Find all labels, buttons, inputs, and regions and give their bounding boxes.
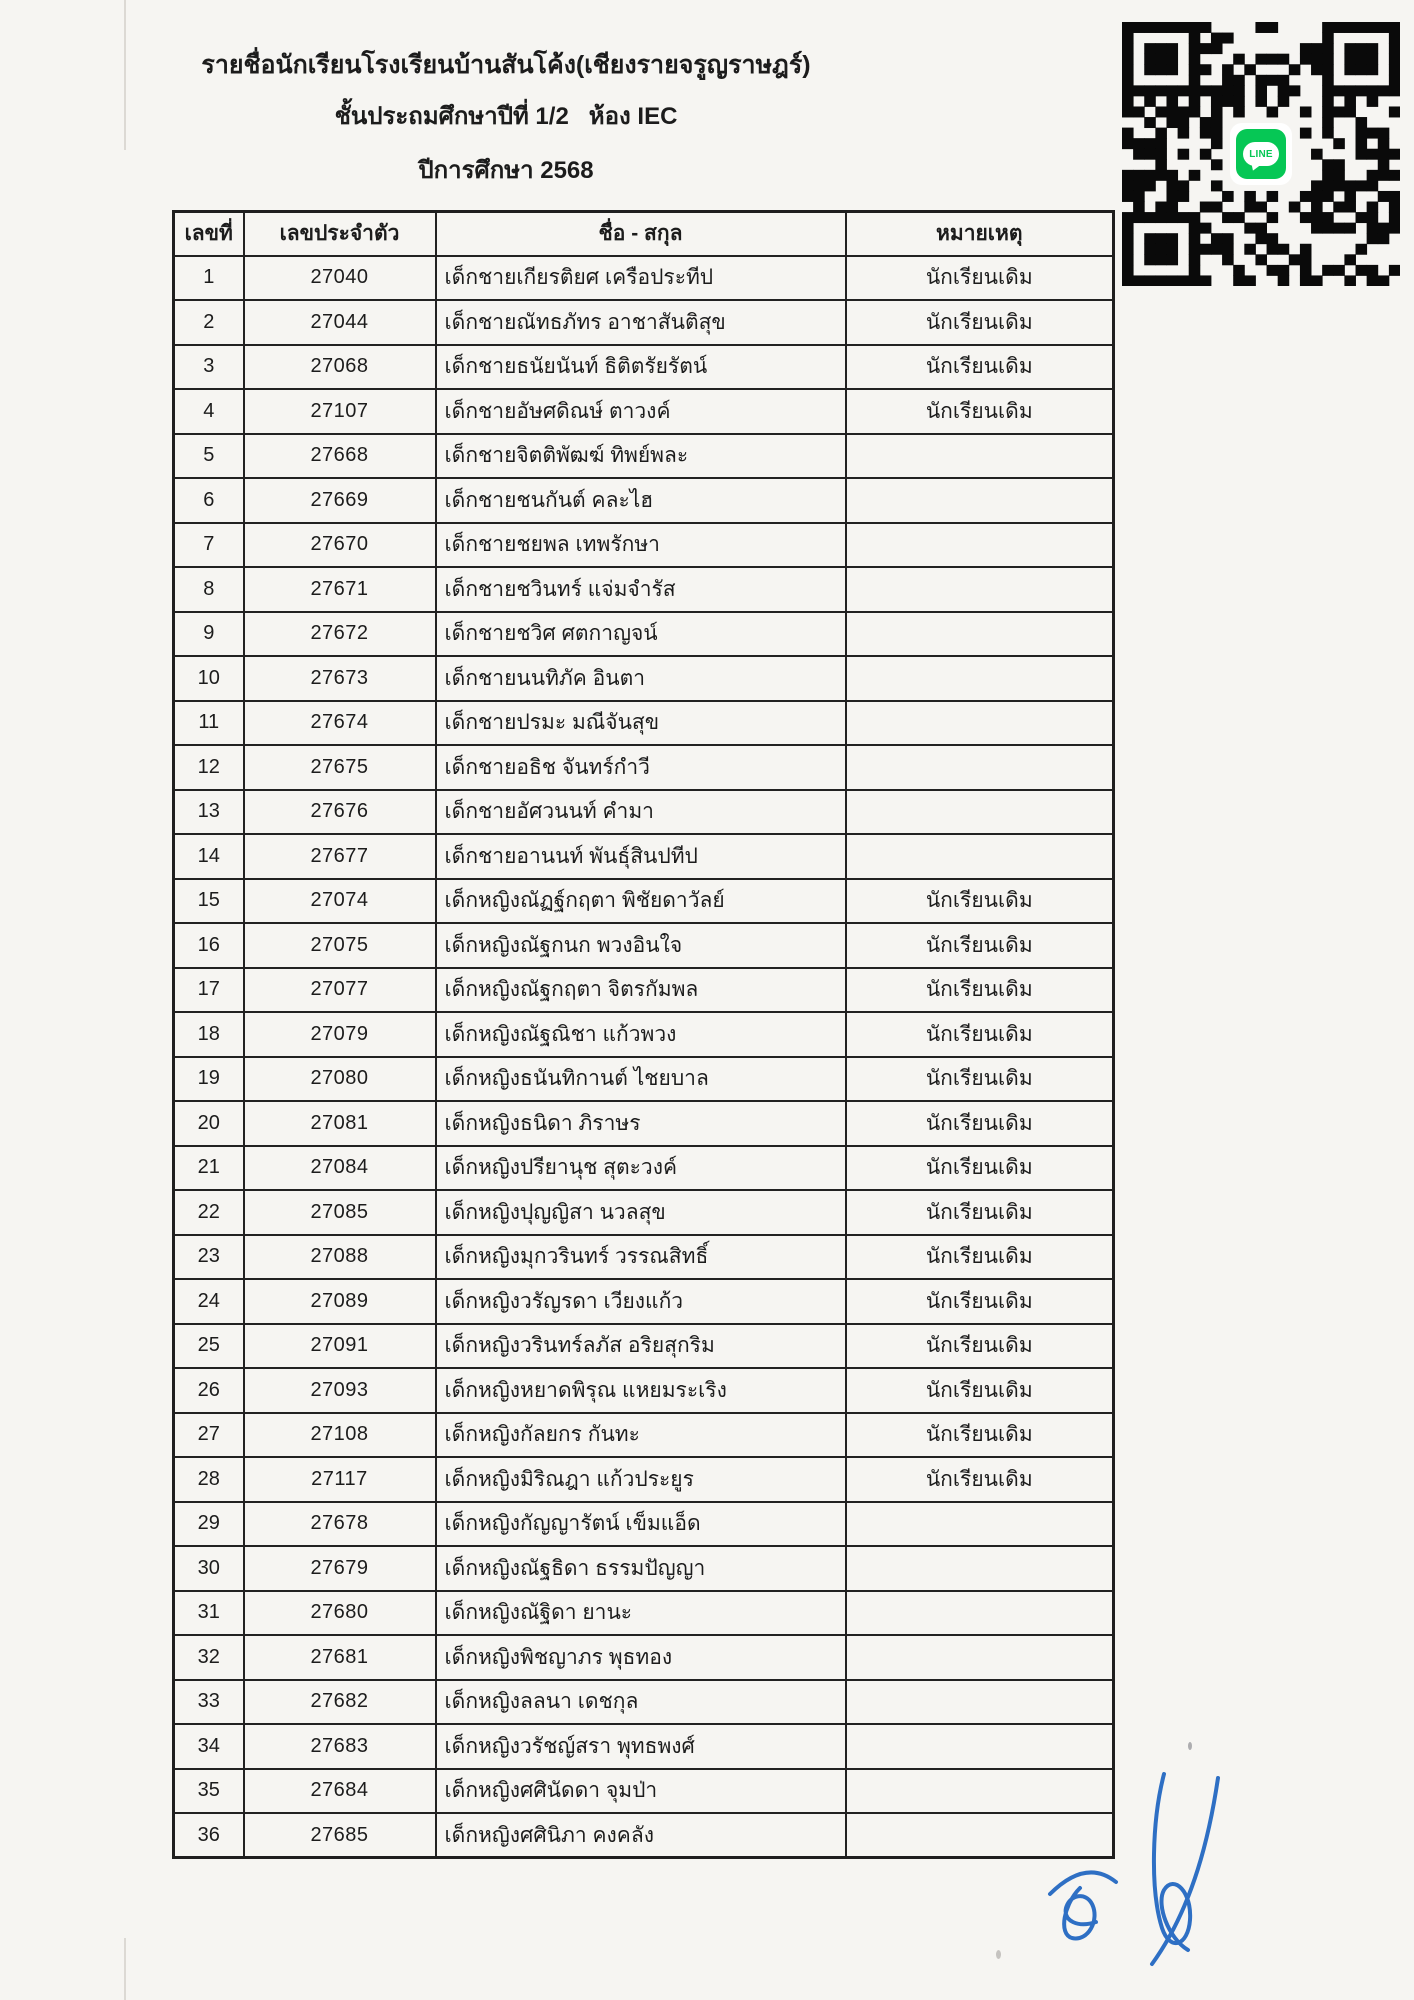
table-row [174, 256, 1114, 301]
table-row [174, 1680, 1114, 1725]
table-row [174, 389, 1114, 434]
cell-remark [846, 1546, 1114, 1591]
cell-name: เด็กชายอานนท์ พันธุ์สินปทีป [436, 834, 846, 879]
cell-remark [846, 1680, 1114, 1725]
table-row [174, 612, 1114, 657]
student-roster-table [172, 210, 1115, 1859]
table-row [174, 1235, 1114, 1280]
cell-student-id: 27673 [244, 656, 436, 701]
cell-number: 5 [174, 434, 244, 479]
table-row [174, 1546, 1114, 1591]
cell-remark [846, 701, 1114, 746]
cell-number: 34 [174, 1724, 244, 1769]
cell-number: 28 [174, 1457, 244, 1502]
cell-number: 16 [174, 923, 244, 968]
cell-student-id: 27081 [244, 1101, 436, 1146]
table-row [174, 879, 1114, 924]
cell-name: เด็กหญิงมิริณฎา แก้วประยูร [436, 1457, 846, 1502]
cell-student-id: 27089 [244, 1279, 436, 1324]
cell-remark: นักเรียนเดิม [846, 256, 1114, 301]
cell-number: 9 [174, 612, 244, 657]
header-remark: หมายเหตุ [846, 212, 1114, 256]
scan-speck [1188, 1742, 1192, 1750]
table-row [174, 834, 1114, 879]
cell-student-id: 27117 [244, 1457, 436, 1502]
cell-name: เด็กชายธนัยนันท์ ธิติตรัยรัตน์ [436, 345, 846, 390]
cell-number: 12 [174, 745, 244, 790]
cell-student-id: 27672 [244, 612, 436, 657]
table-row [174, 1502, 1114, 1547]
cell-remark: นักเรียนเดิม [846, 345, 1114, 390]
cell-number: 7 [174, 523, 244, 568]
table-row [174, 300, 1114, 345]
cell-remark [846, 434, 1114, 479]
table-row [174, 1769, 1114, 1814]
cell-number: 27 [174, 1413, 244, 1458]
cell-remark: นักเรียนเดิม [846, 923, 1114, 968]
table-row [174, 1368, 1114, 1413]
cell-student-id: 27671 [244, 567, 436, 612]
cell-remark [846, 612, 1114, 657]
cell-remark: นักเรียนเดิม [846, 1012, 1114, 1057]
cell-name: เด็กชายชวิศ ศตกาญจน์ [436, 612, 846, 657]
cell-student-id: 27040 [244, 256, 436, 301]
cell-student-id: 27669 [244, 478, 436, 523]
cell-name: เด็กชายเกียรติยศ เครือประทีป [436, 256, 846, 301]
line-logo-text: LINE [1249, 148, 1273, 160]
cell-number: 15 [174, 879, 244, 924]
cell-remark [846, 745, 1114, 790]
cell-student-id: 27670 [244, 523, 436, 568]
cell-remark: นักเรียนเดิม [846, 1235, 1114, 1280]
document-title [0, 52, 1012, 189]
cell-remark [846, 834, 1114, 879]
cell-student-id: 27074 [244, 879, 436, 924]
cell-student-id: 27683 [244, 1724, 436, 1769]
cell-student-id: 27044 [244, 300, 436, 345]
cell-number: 17 [174, 968, 244, 1013]
cell-remark [846, 567, 1114, 612]
table-row [174, 567, 1114, 612]
cell-name: เด็กชายชวินทร์ แจ่มจำรัส [436, 567, 846, 612]
cell-name: เด็กชายชนกันต์ คละไฮ [436, 478, 846, 523]
cell-name: เด็กหญิงณัฐณิชา แก้วพวง [436, 1012, 846, 1057]
cell-remark: นักเรียนเดิม [846, 1057, 1114, 1102]
cell-name: เด็กหญิงพิชญาภร พุธทอง [436, 1635, 846, 1680]
cell-number: 32 [174, 1635, 244, 1680]
line-logo-badge [1230, 123, 1292, 185]
cell-student-id: 27091 [244, 1324, 436, 1369]
cell-remark: นักเรียนเดิม [846, 879, 1114, 924]
cell-student-id: 27079 [244, 1012, 436, 1057]
cell-student-id: 27093 [244, 1368, 436, 1413]
cell-remark [846, 523, 1114, 568]
cell-number: 3 [174, 345, 244, 390]
cell-student-id: 27684 [244, 1769, 436, 1814]
cell-name: เด็กชายอธิช จันทร์กำวี [436, 745, 846, 790]
table-row [174, 1012, 1114, 1057]
table-row [174, 1635, 1114, 1680]
table-row [174, 968, 1114, 1013]
cell-number: 13 [174, 790, 244, 835]
table-row [174, 1190, 1114, 1235]
cell-remark: นักเรียนเดิม [846, 1368, 1114, 1413]
cell-remark [846, 1635, 1114, 1680]
cell-name: เด็กชายอัศวนนท์ คำมา [436, 790, 846, 835]
title-school-line: รายชื่อนักเรียนโรงเรียนบ้านสันโค้ง(เชียงรายจรูญราษฎร์) [201, 51, 811, 79]
cell-name: เด็กหญิงกัญญารัตน์ เข็มแอ็ด [436, 1502, 846, 1547]
header-number: เลขที่ [174, 212, 244, 256]
table-row [174, 1279, 1114, 1324]
table-row [174, 1324, 1114, 1369]
table-row [174, 1146, 1114, 1191]
cell-name: เด็กหญิงมุกวรินทร์ วรรณสิทธิ์ [436, 1235, 846, 1280]
cell-student-id: 27681 [244, 1635, 436, 1680]
table-row [174, 1057, 1114, 1102]
table-row [174, 701, 1114, 746]
cell-number: 23 [174, 1235, 244, 1280]
title-class-line: ชั้นประถมศึกษาปีที่ 1/2 ห้อง IEC [334, 102, 678, 130]
cell-number: 29 [174, 1502, 244, 1547]
cell-student-id: 27075 [244, 923, 436, 968]
cell-name: เด็กหญิงศศินัดดา จุมป่า [436, 1769, 846, 1814]
cell-number: 30 [174, 1546, 244, 1591]
cell-student-id: 27675 [244, 745, 436, 790]
table-row [174, 478, 1114, 523]
cell-number: 22 [174, 1190, 244, 1235]
scan-artifact-line [124, 1938, 126, 2000]
header-student-id: เลขประจำตัว [244, 212, 436, 256]
cell-name: เด็กหญิงปุญญิสา นวลสุข [436, 1190, 846, 1235]
cell-number: 2 [174, 300, 244, 345]
cell-number: 6 [174, 478, 244, 523]
table-row [174, 656, 1114, 701]
cell-number: 10 [174, 656, 244, 701]
cell-name: เด็กชายณัทธภัทร อาชาสันติสุข [436, 300, 846, 345]
table-row [174, 1101, 1114, 1146]
cell-number: 11 [174, 701, 244, 746]
table-row [174, 1813, 1114, 1858]
cell-name: เด็กหญิงวรัญรดา เวียงแก้ว [436, 1279, 846, 1324]
cell-name: เด็กชายจิตติพัฒฆ์ ทิพย์พละ [436, 434, 846, 479]
table-row [174, 745, 1114, 790]
cell-number: 21 [174, 1146, 244, 1191]
cell-name: เด็กหญิงณัฐธิดา ธรรมปัญญา [436, 1546, 846, 1591]
cell-name: เด็กหญิงปรียานุช สุตะวงค์ [436, 1146, 846, 1191]
cell-remark: นักเรียนเดิม [846, 968, 1114, 1013]
table-row [174, 434, 1114, 479]
cell-remark: นักเรียนเดิม [846, 1413, 1114, 1458]
cell-remark [846, 790, 1114, 835]
cell-number: 20 [174, 1101, 244, 1146]
cell-name: เด็กชายอัษศดิณษ์ ตาวงค์ [436, 389, 846, 434]
cell-name: เด็กหญิงณัฏฐ์กฤตา พิชัยดาวัลย์ [436, 879, 846, 924]
cell-name: เด็กหญิงกัลยกร กันทะ [436, 1413, 846, 1458]
cell-name: เด็กหญิงลลนา เดชกุล [436, 1680, 846, 1725]
cell-number: 14 [174, 834, 244, 879]
cell-student-id: 27107 [244, 389, 436, 434]
line-qr-code [1122, 22, 1400, 286]
cell-name: เด็กหญิงศศินิภา คงคลัง [436, 1813, 846, 1858]
cell-student-id: 27678 [244, 1502, 436, 1547]
cell-remark: นักเรียนเดิม [846, 300, 1114, 345]
cell-student-id: 27674 [244, 701, 436, 746]
cell-student-id: 27668 [244, 434, 436, 479]
table-row [174, 345, 1114, 390]
cell-name: เด็กหญิงหยาดพิรุณ แหยมระเริง [436, 1368, 846, 1413]
cell-name: เด็กหญิงวรินทร์ลภัส อริยสุกริม [436, 1324, 846, 1369]
cell-name: เด็กหญิงณัฐกนก พวงอินใจ [436, 923, 846, 968]
cell-number: 19 [174, 1057, 244, 1102]
cell-number: 36 [174, 1813, 244, 1858]
table-header-row [174, 212, 1114, 256]
table-row [174, 1457, 1114, 1502]
handwritten-signature [1036, 1772, 1226, 1972]
cell-student-id: 27108 [244, 1413, 436, 1458]
cell-number: 4 [174, 389, 244, 434]
cell-remark [846, 1591, 1114, 1636]
cell-name: เด็กหญิงธนิดา ภิราษร [436, 1101, 846, 1146]
cell-number: 18 [174, 1012, 244, 1057]
cell-student-id: 27080 [244, 1057, 436, 1102]
header-name: ชื่อ - สกุล [436, 212, 846, 256]
table-row [174, 1413, 1114, 1458]
title-year-line: ปีการศึกษา 2568 [418, 156, 594, 184]
cell-student-id: 27085 [244, 1190, 436, 1235]
table-row [174, 1724, 1114, 1769]
scan-speck [996, 1950, 1001, 1959]
cell-student-id: 27084 [244, 1146, 436, 1191]
cell-number: 35 [174, 1769, 244, 1814]
table-row [174, 1591, 1114, 1636]
cell-number: 24 [174, 1279, 244, 1324]
cell-remark: นักเรียนเดิม [846, 1324, 1114, 1369]
cell-student-id: 27680 [244, 1591, 436, 1636]
cell-student-id: 27677 [244, 834, 436, 879]
cell-remark: นักเรียนเดิม [846, 389, 1114, 434]
cell-number: 31 [174, 1591, 244, 1636]
cell-remark [846, 1724, 1114, 1769]
cell-student-id: 27068 [244, 345, 436, 390]
cell-remark: นักเรียนเดิม [846, 1279, 1114, 1324]
cell-name: เด็กหญิงธนันทิกานต์ ไชยบาล [436, 1057, 846, 1102]
cell-student-id: 27676 [244, 790, 436, 835]
line-icon [1236, 129, 1286, 179]
cell-student-id: 27679 [244, 1546, 436, 1591]
cell-name: เด็กหญิงวรัชญ์สรา พุทธพงศ์ [436, 1724, 846, 1769]
cell-remark: นักเรียนเดิม [846, 1101, 1114, 1146]
cell-student-id: 27682 [244, 1680, 436, 1725]
cell-remark [846, 478, 1114, 523]
table-row [174, 523, 1114, 568]
cell-remark: นักเรียนเดิม [846, 1457, 1114, 1502]
cell-student-id: 27685 [244, 1813, 436, 1858]
table-row [174, 790, 1114, 835]
cell-name: เด็กชายนนทิภัค อินตา [436, 656, 846, 701]
cell-name: เด็กชายชยพล เทพรักษา [436, 523, 846, 568]
cell-name: เด็กหญิงณัฐกฤตา จิตรกัมพล [436, 968, 846, 1013]
cell-name: เด็กชายปรมะ มณีจันสุข [436, 701, 846, 746]
cell-remark: นักเรียนเดิม [846, 1190, 1114, 1235]
cell-remark [846, 1502, 1114, 1547]
cell-student-id: 27077 [244, 968, 436, 1013]
table-row [174, 923, 1114, 968]
cell-number: 33 [174, 1680, 244, 1725]
cell-name: เด็กหญิงณัฐิดา ยานะ [436, 1591, 846, 1636]
cell-remark: นักเรียนเดิม [846, 1146, 1114, 1191]
cell-student-id: 27088 [244, 1235, 436, 1280]
cell-number: 1 [174, 256, 244, 301]
cell-number: 26 [174, 1368, 244, 1413]
cell-number: 25 [174, 1324, 244, 1369]
cell-number: 8 [174, 567, 244, 612]
cell-remark [846, 656, 1114, 701]
